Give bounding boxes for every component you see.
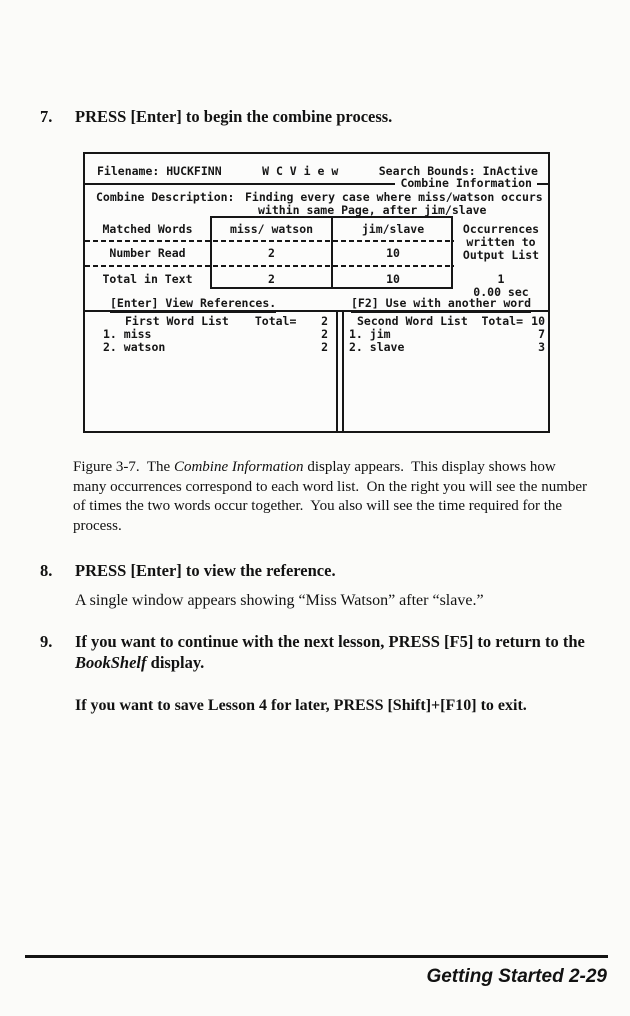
app-title: W C V i e w — [262, 164, 339, 178]
dashed-separator-2 — [85, 265, 454, 267]
enter-key-hint: [Enter] View References. — [110, 297, 276, 313]
step-8-text: PRESS [Enter] to view the reference. — [75, 561, 336, 580]
combine-information-label: Combine Information — [400, 176, 532, 190]
step-9-detail: If you want to save Lesson 4 for later, PRESS [Shift]+[F10] to exit. — [75, 697, 527, 714]
bookshelf-display-name: BookShelf — [75, 653, 147, 672]
first-word-list-title: First Word List — [125, 314, 229, 328]
word-list-item-count: 2 — [321, 327, 328, 341]
word-list-item — [85, 341, 336, 354]
word-list-item-name: 2. slave — [349, 340, 405, 354]
description-line-2: within same Page, after jim/slave — [258, 203, 487, 217]
jim-slave-column-header: jim/slave — [361, 222, 425, 236]
description-label: Combine Description: — [96, 190, 235, 204]
occurrences-label-line2: written to — [466, 235, 536, 249]
number-read-jim-value: 10 — [386, 246, 400, 260]
total-in-text-miss-value: 2 — [268, 272, 275, 286]
step-7-number: 7. — [40, 107, 53, 126]
dashed-separator-1 — [85, 240, 454, 242]
word-list-item-name: 1. miss — [103, 327, 152, 341]
step-7 — [40, 106, 605, 127]
step-9-number: 9. — [40, 632, 53, 651]
step-8-number: 8. — [40, 561, 53, 580]
word-list-item-count: 3 — [538, 340, 545, 354]
first-word-list-total-value: 2 — [321, 314, 328, 328]
footer-rule — [25, 955, 608, 958]
caption-prefix: Figure 3-7. The — [73, 459, 174, 475]
caption-display-name: Combine Information — [173, 459, 304, 475]
second-word-list-panel — [344, 312, 548, 431]
step-9 — [40, 631, 605, 673]
step-7-text: PRESS [Enter] to begin the combine process. — [75, 107, 393, 126]
word-list-item — [344, 341, 545, 354]
word-list-item-count: 7 — [538, 327, 545, 341]
f2-key-hint: [F2] Use with another word — [351, 297, 531, 313]
second-word-list-title: Second Word List — [357, 314, 468, 328]
caption-suffix: display appears. This display shows how many occurrences correspond to each word list. On the right you will see the number of times the two words occur together. You also will see the time required for the process. — [73, 459, 591, 534]
number-read-label: Number Read — [109, 246, 186, 260]
search-bounds-label: Search Bounds: InActive — [378, 164, 538, 178]
description-line-1: Finding every case where miss/watson occurs — [245, 190, 543, 204]
second-word-list-total-label: Total= — [481, 314, 523, 328]
page-footer: Getting Started 2-29 — [426, 966, 607, 987]
step-8-detail: A single window appears showing “Miss Watson” after “slave.” — [75, 592, 484, 609]
figure-caption — [73, 458, 589, 536]
step-9-text — [75, 631, 605, 673]
combine-information-separator — [85, 177, 548, 190]
filename-label: Filename: HUCKFINN — [97, 164, 222, 178]
elapsed-time-value: 0.00 sec — [473, 285, 529, 299]
panel-double-divider — [336, 312, 344, 431]
first-word-list-panel — [85, 312, 336, 431]
occurrences-value: 1 — [497, 272, 505, 286]
number-read-miss-value: 2 — [268, 246, 275, 260]
word-list-panels — [85, 312, 548, 431]
wcview-screen — [83, 152, 550, 433]
separator-end-line — [537, 183, 548, 185]
word-list-item-name: 1. jim — [349, 327, 391, 341]
word-list-item-name: 2. watson — [103, 340, 166, 354]
second-word-list-total-value: 10 — [531, 314, 545, 328]
word-list-item-count: 2 — [321, 340, 328, 354]
occurrences-label-line1: Occurrences — [462, 222, 540, 236]
occurrences-label-line3: Output List — [462, 248, 540, 262]
miss-watson-column-header: miss/ watson — [229, 222, 314, 236]
matched-words-header: Matched Words — [102, 222, 193, 236]
step-9-text-suffix: display. — [146, 653, 205, 672]
first-word-list-total-label: Total= — [254, 314, 297, 328]
step-9-text-prefix: If you want to continue with the next lesson, PRESS [F5] to return to the — [75, 632, 585, 651]
step-8 — [40, 560, 605, 581]
separator-line — [85, 183, 395, 185]
total-in-text-jim-value: 10 — [386, 272, 400, 286]
total-in-text-label: Total in Text — [102, 272, 193, 286]
